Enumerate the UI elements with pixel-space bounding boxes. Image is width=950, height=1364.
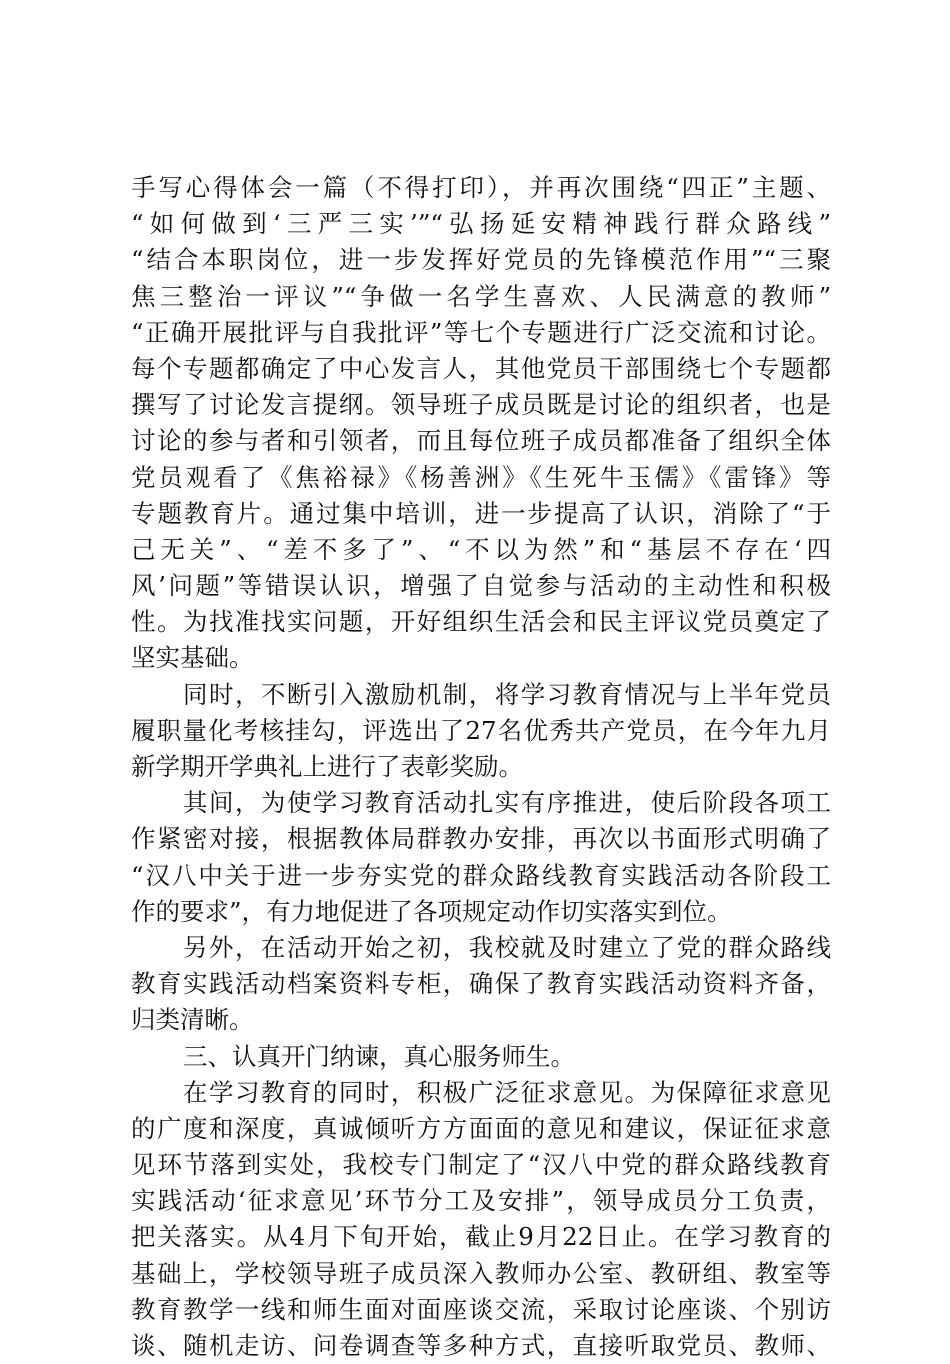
text-line: 焦三整治一评议”“争做一名学生喜欢、人民满意的教师” xyxy=(131,281,831,311)
text-line: 讨论的参与者和引领者，而且每位班子成员都准备了组织全体 xyxy=(131,426,831,456)
text-line: 谈、随机走访、问卷调查等多种方式，直接听取党员、教师、 xyxy=(131,1331,831,1360)
text-line: 手写心得体会一篇（不得打印），并再次围绕“四正”主题、 xyxy=(131,173,831,202)
text-line: 撰写了讨论发言提纲。领导班子成员既是讨论的组织者，也是 xyxy=(131,390,831,420)
text-line: 每个专题都确定了中心发言人，其他党员干部围绕七个专题都 xyxy=(131,353,831,383)
text-line: “正确开展批评与自我批评”等七个专题进行广泛交流和讨论。 xyxy=(131,317,831,347)
text-line: 的广度和深度，真诚倾听方方面面的意见和建议，保证征求意 xyxy=(131,1113,831,1143)
text-line: 归类清晰。 xyxy=(131,1005,254,1035)
text-line: 己无关”、“差不多了”、“不以为然”和“基层不存在‘四 xyxy=(131,534,831,564)
text-line: 风’问题”等错误认识，增强了自觉参与活动的主动性和积极 xyxy=(131,571,831,601)
text-line: 其间，为使学习教育活动扎实有序推进，使后阶段各项工 xyxy=(183,788,831,818)
text-line: 坚实基础。 xyxy=(131,643,254,673)
text-line: 基础上，学校领导班子成员深入教师办公室、教研组、教室等 xyxy=(131,1258,831,1288)
text-line: 教育教学一线和师生面对面座谈交流，采取讨论座谈、个别访 xyxy=(131,1294,831,1324)
text-line: 作紧密对接，根据教体局群教办安排，再次以书面形式明确了 xyxy=(131,824,831,854)
text-line: “如何做到‘三严三实’”“弘扬延安精神践行群众路线” xyxy=(131,209,831,239)
text-line: 党员观看了《焦裕禄》《杨善洲》《生死牛玉儒》《雷锋》等 xyxy=(131,462,831,492)
document-body xyxy=(131,170,831,1364)
text-line: 三、认真开门纳谏，真心服务师生。 xyxy=(183,1041,575,1071)
text-line: 实践活动‘征求意见’环节分工及安排”，领导成员分工负责， xyxy=(131,1186,831,1216)
text-line: 新学期开学典礼上进行了表彰奖励。 xyxy=(131,752,523,781)
text-line: 见环节落到实处，我校专门制定了“汉八中党的群众路线教育 xyxy=(131,1150,831,1180)
text-line: 专题教育片。通过集中培训，进一步提高了认识，消除了“于 xyxy=(131,498,831,528)
text-line: 另外，在活动开始之初，我校就及时建立了党的群众路线 xyxy=(183,932,831,962)
text-line: 把关落实。从4月下旬开始，截止9月22日止。在学习教育的 xyxy=(131,1222,831,1252)
text-line: 性。为找准找实问题，开好组织生活会和民主评议党员奠定了 xyxy=(131,607,831,637)
text-line: 履职量化考核挂勾，评选出了27名优秀共产党员，在今年九月 xyxy=(131,715,831,745)
text-line: 教育实践活动档案资料专柜，确保了教育实践活动资料齐备， xyxy=(131,969,831,999)
text-line: “汉八中关于进一步夯实党的群众路线教育实践活动各阶段工 xyxy=(131,860,831,890)
text-line: 作的要求”，有力地促进了各项规定动作切实落实到位。 xyxy=(131,896,732,926)
text-line: “结合本职岗位，进一步发挥好党员的先锋模范作用”“三聚 xyxy=(131,245,831,275)
text-line: 同时，不断引入激励机制，将学习教育情况与上半年党员 xyxy=(183,679,831,709)
text-line: 在学习教育的同时，积极广泛征求意见。为保障征求意见 xyxy=(183,1077,831,1107)
